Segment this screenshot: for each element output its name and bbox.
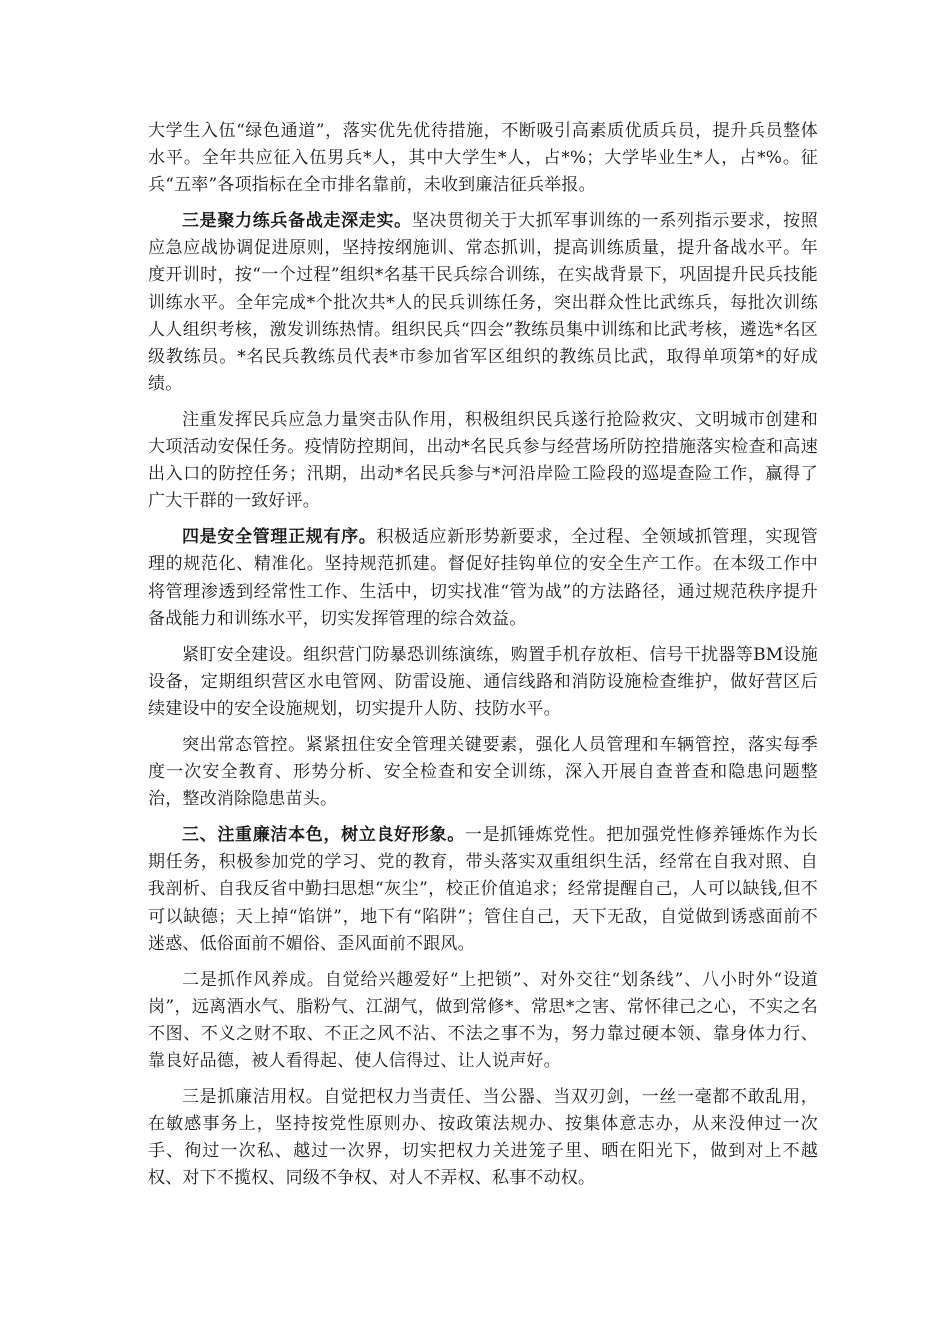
paragraph-safety-management: [148, 524, 818, 632]
paragraph-work-style: [148, 967, 818, 1075]
paragraph-safety-construction: [148, 642, 818, 723]
paragraph-text: 突出常态管控。紧紧扭住安全管理关键要素，强化人员管理和车辆管控，落实每季度一次安全教育、形势分析、安全检查和安全训练，深入开展自查普查和隐患问题整治，整改消除隐患苗头。: [148, 734, 818, 810]
paragraph-power-use: [148, 1084, 818, 1192]
paragraph-text: 二是抓作风养成。自觉给兴趣爱好“上把锁”、对外交往“划条线”、八小时外“设道岗”，远离酒水气、脂粉气、江湖气，做到常修*、常思*之害、常怀律己之心，不实之名不图、不义之财不取、不正之风不沾、不法之事不为，努力靠过硬本领、靠身体力行、靠良好品德，被人看得起、使人信得过、让人说声好。: [148, 969, 818, 1071]
paragraph-lead: 三、注重廉洁本色，树立良好形象。: [182, 825, 465, 846]
paragraph-text: 注重发挥民兵应急力量突击队作用，积极组织民兵遂行抢险救灾、文明城市创建和大项活动安保任务。疫情防控期间，出动*名民兵参与经营场所防控措施落实检查和高速出入口的防控任务；汛期，出动*名民兵参与*河沿岸险工险段的巡堤查险工作，赢得了广大干群的一致好评。: [148, 409, 818, 512]
paragraph-integrity: [148, 822, 818, 957]
paragraph-text: 三是抓廉洁用权。自觉把权力当责任、当公器、当双刃剑，一丝一毫都不敢乱用，在敏感事务上，坚持按党性原则办、按政策法规办、按集体意志办，从来没伸过一次手、徇过一次私、越过一次界，切实把权力关进笼子里、晒在阳光下，做到对上不越权、对下不揽权、同级不争权、对人不弄权、私事不动权。: [148, 1087, 818, 1189]
paragraph-lead: 三是聚力练兵备战走深走实。: [182, 211, 412, 232]
paragraph-text: 坚决贯彻关于大抓军事训练的一系列指示要求，按照应急应战协调促进原则，坚持按纲施训、常态抓训，提高训练质量，提升备战水平。年度开训时，按“一个过程”组织*名基干民兵综合训练，在实战背景下，巩固提升民兵技能训练水平。全年完成*个批次共*人的民兵训练任务，突出群众性比武练兵，每批次训练人人组织考核，激发训练热情。组织民兵“四会”教练员集中训练和比武考核，遴选*名区级教练员。*名民兵教练员代表*市参加省军区组织的教练员比武，取得单项第*的好成绩。: [148, 211, 818, 394]
paragraph-lead: 四是安全管理正规有序。: [182, 527, 377, 548]
paragraph-training: [148, 208, 818, 398]
document-body: [148, 118, 818, 1201]
paragraph-recruitment: [148, 118, 818, 199]
paragraph-text: 大学生入伍“绿色通道”，落实优先优待措施，不断吸引高素质优质兵员，提升兵员整体水平。全年共应征入伍男兵*人，其中大学生*人，占*%；大学毕业生*人，占*%。征兵“五率”各项指标在全市排名靠前，未收到廉洁征兵举报。: [148, 121, 818, 196]
paragraph-routine-control: [148, 732, 818, 813]
paragraph-emergency: [148, 407, 818, 515]
paragraph-text: 积极适应新形势新要求，全过程、全领域抓管理，实现管理的规范化、精准化。坚持规范抓建。督促好挂钩单位的安全生产工作。在本级工作中将管理渗透到经常性工作、生活中，切实找准“管为战”的方法路径，通过规范秩序提升备战能力和训练水平，切实发挥管理的综合效益。: [148, 527, 819, 629]
paragraph-text: 一是抓锤炼党性。把加强党性修养锤炼作为长期任务，积极参加党的学习、党的教育，带头落实双重组织生活，经常在自我对照、自我剖析、自我反省中勤扫思想“灰尘”，校正价值追求；经常提醒自己，人可以缺钱,但不可以缺德；天上掉“馅饼”，地下有“陷阱”；管住自己，天下无敌，自觉做到诱惑面前不迷惑、低俗面前不媚俗、歪风面前不跟风。: [148, 825, 819, 954]
paragraph-text: 紧盯安全建设。组织营门防暴恐训练演练，购置手机存放柜、信号干扰器等BM设施设备，定期组织营区水电管网、防雷设施、通信线路和消防设施检查维护，做好营区后续建设中的安全设施规划，切实提升人防、技防水平。: [148, 644, 818, 719]
